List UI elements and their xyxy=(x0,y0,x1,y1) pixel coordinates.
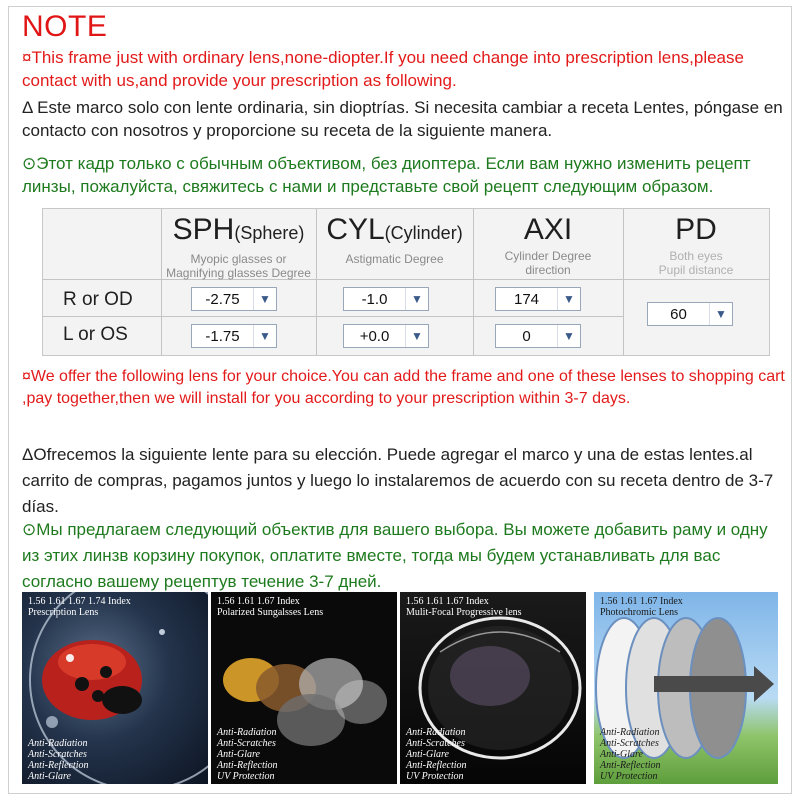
lens-index xyxy=(600,596,683,618)
axi-label: AXI xyxy=(523,213,573,246)
pd-label: PD xyxy=(675,213,717,246)
progressive-lens-card[interactable] xyxy=(400,592,586,784)
od-cyl-value: -1.0 xyxy=(361,290,388,308)
lens-index-text: 1.56 1.61 1.67 Index xyxy=(217,596,300,607)
sph-description: Myopic glasses or xyxy=(190,252,287,266)
lens-index xyxy=(28,596,131,618)
cyl-column-header xyxy=(316,213,473,266)
lens-feature: Anti-Scratches xyxy=(406,738,465,749)
sph-column-header xyxy=(161,213,316,280)
chevron-down-icon: ▼ xyxy=(557,325,580,347)
od-sph-select[interactable] xyxy=(191,287,277,311)
lens-features xyxy=(600,727,661,782)
chevron-down-icon: ▼ xyxy=(405,288,428,310)
lens-feature: Anti-Reflection xyxy=(28,760,89,771)
spanish-notice-lens-options: ΔOfrecemos la siguiente lente para su elección. Puede agregar el marco y una de estas lentes.al carrito de compras, pagamos juntos y luego lo instalaremos de acuerdo con su receta dentro de 3-7 días. xyxy=(22,445,774,516)
lens-index-text: 1.56 1.61 1.67 Index xyxy=(600,596,683,607)
lens-type-text: Polarized Sungalsses Lens xyxy=(217,607,324,618)
table-divider xyxy=(43,279,769,280)
lens-type-text: Prescription Lens xyxy=(28,607,99,618)
table-divider xyxy=(43,316,623,317)
lens-feature: Anti-Radiation xyxy=(406,727,466,738)
prescription-table xyxy=(42,208,770,356)
pd-value: 60 xyxy=(670,305,687,323)
lens-index-text: 1.56 1.61 1.67 1.74 Index xyxy=(28,596,131,607)
russian-notice-prescription: ⊙Этот кадр только с обычным объективом, без диоптера. Если вам нужно изменить рецепт линзы, пожалуйста, свяжитесь с нами и представьте свой рецепт следующим образом. xyxy=(22,154,751,196)
english-notice-lens-options: ¤We offer the following lens for your choice.You can add the frame and one of these lenses to shopping cart ,pay together,then we will install for you according to your prescription within 3-7 days. xyxy=(22,368,785,407)
lens-feature: UV Protection xyxy=(600,771,658,782)
lens-feature: Anti-Reflection xyxy=(406,760,467,771)
lens-feature: Anti-Reflection xyxy=(217,760,278,771)
od-axi-value: 174 xyxy=(513,290,540,308)
lens-feature: Anti-Radiation xyxy=(28,738,88,749)
os-axi-value: 0 xyxy=(522,327,531,345)
lens-index xyxy=(406,596,522,618)
lens-type-text: Photochromic Lens xyxy=(600,607,679,618)
sph-label: SPH xyxy=(172,213,235,246)
os-sph-value: -1.75 xyxy=(205,327,240,345)
sph-paren-label: (Sphere) xyxy=(234,223,305,243)
od-axi-select[interactable] xyxy=(495,287,581,311)
polarized-sunglasses-lens-card[interactable] xyxy=(211,592,397,784)
chevron-down-icon: ▼ xyxy=(405,325,428,347)
pd-select[interactable] xyxy=(647,302,733,326)
lens-feature: Anti-Scratches xyxy=(28,749,87,760)
chevron-down-icon: ▼ xyxy=(557,288,580,310)
os-cyl-value: +0.0 xyxy=(359,327,390,345)
lens-feature: Anti-Radiation xyxy=(600,727,660,738)
lens-feature: Anti-Glare xyxy=(406,749,449,760)
lens-feature: Anti-Scratches xyxy=(600,738,659,749)
cyl-paren-label: (Cylinder) xyxy=(384,223,463,243)
axi-description: direction xyxy=(525,263,571,277)
lens-feature: Anti-Glare xyxy=(28,771,71,782)
axi-description: Cylinder Degree xyxy=(504,249,592,263)
sph-description: Magnifying glasses Degree xyxy=(166,266,311,280)
chevron-down-icon: ▼ xyxy=(253,288,276,310)
axi-column-header xyxy=(473,213,623,277)
row-label-left-eye: L or OS xyxy=(63,324,128,345)
spanish-notice-prescription: Δ Este marco solo con lente ordinaria, sin dioptrías. Si necesita cambiar a receta Lentes, póngase en contacto con nosotros y proporcione su receta de la siguiente manera. xyxy=(22,98,783,140)
lens-index xyxy=(217,596,323,618)
lens-features xyxy=(28,738,89,782)
lens-feature: UV Protection xyxy=(217,771,275,782)
os-axi-select[interactable] xyxy=(495,324,581,348)
lens-feature: Anti-Glare xyxy=(217,749,260,760)
lens-feature: Anti-Glare xyxy=(600,749,643,760)
cyl-description: Astigmatic Degree xyxy=(345,252,444,266)
lens-features xyxy=(406,727,467,782)
prescription-lens-card[interactable] xyxy=(22,592,208,784)
od-sph-value: -2.75 xyxy=(205,290,240,308)
os-cyl-select[interactable] xyxy=(343,324,429,348)
lens-features xyxy=(217,727,278,782)
lens-type-text: Mulit-Focal Progressive lens xyxy=(406,607,522,618)
lens-feature: UV Protection xyxy=(406,771,464,782)
lens-feature: Anti-Scratches xyxy=(217,738,276,749)
photochromic-lens-card[interactable] xyxy=(594,592,778,784)
row-label-right-eye: R or OD xyxy=(63,289,133,310)
note-title: NOTE xyxy=(22,10,108,43)
lens-feature: Anti-Radiation xyxy=(217,727,277,738)
lens-index-text: 1.56 1.61 1.67 Index xyxy=(406,596,489,607)
russian-notice-lens-options: ⊙Мы предлагаем следующий объектив для вашего выбора. Вы можете добавить раму и одну из этих линзв корзину покупок, оплатите вместе, тогда мы будем устанавливать для вас согласно вашему рецептув течение 3-7 дней. xyxy=(22,520,768,591)
chevron-down-icon: ▼ xyxy=(709,303,732,325)
pd-description: Both eyes xyxy=(669,249,723,263)
od-cyl-select[interactable] xyxy=(343,287,429,311)
pd-column-header xyxy=(623,213,769,277)
pd-description: Pupil distance xyxy=(658,263,734,277)
chevron-down-icon: ▼ xyxy=(253,325,276,347)
cyl-label: CYL xyxy=(326,213,385,246)
english-notice-prescription: ¤This frame just with ordinary lens,none-diopter.If you need change into prescription lens,please contact with us,and provide your prescription as following. xyxy=(22,48,744,90)
lens-feature: Anti-Reflection xyxy=(600,760,661,771)
os-sph-select[interactable] xyxy=(191,324,277,348)
